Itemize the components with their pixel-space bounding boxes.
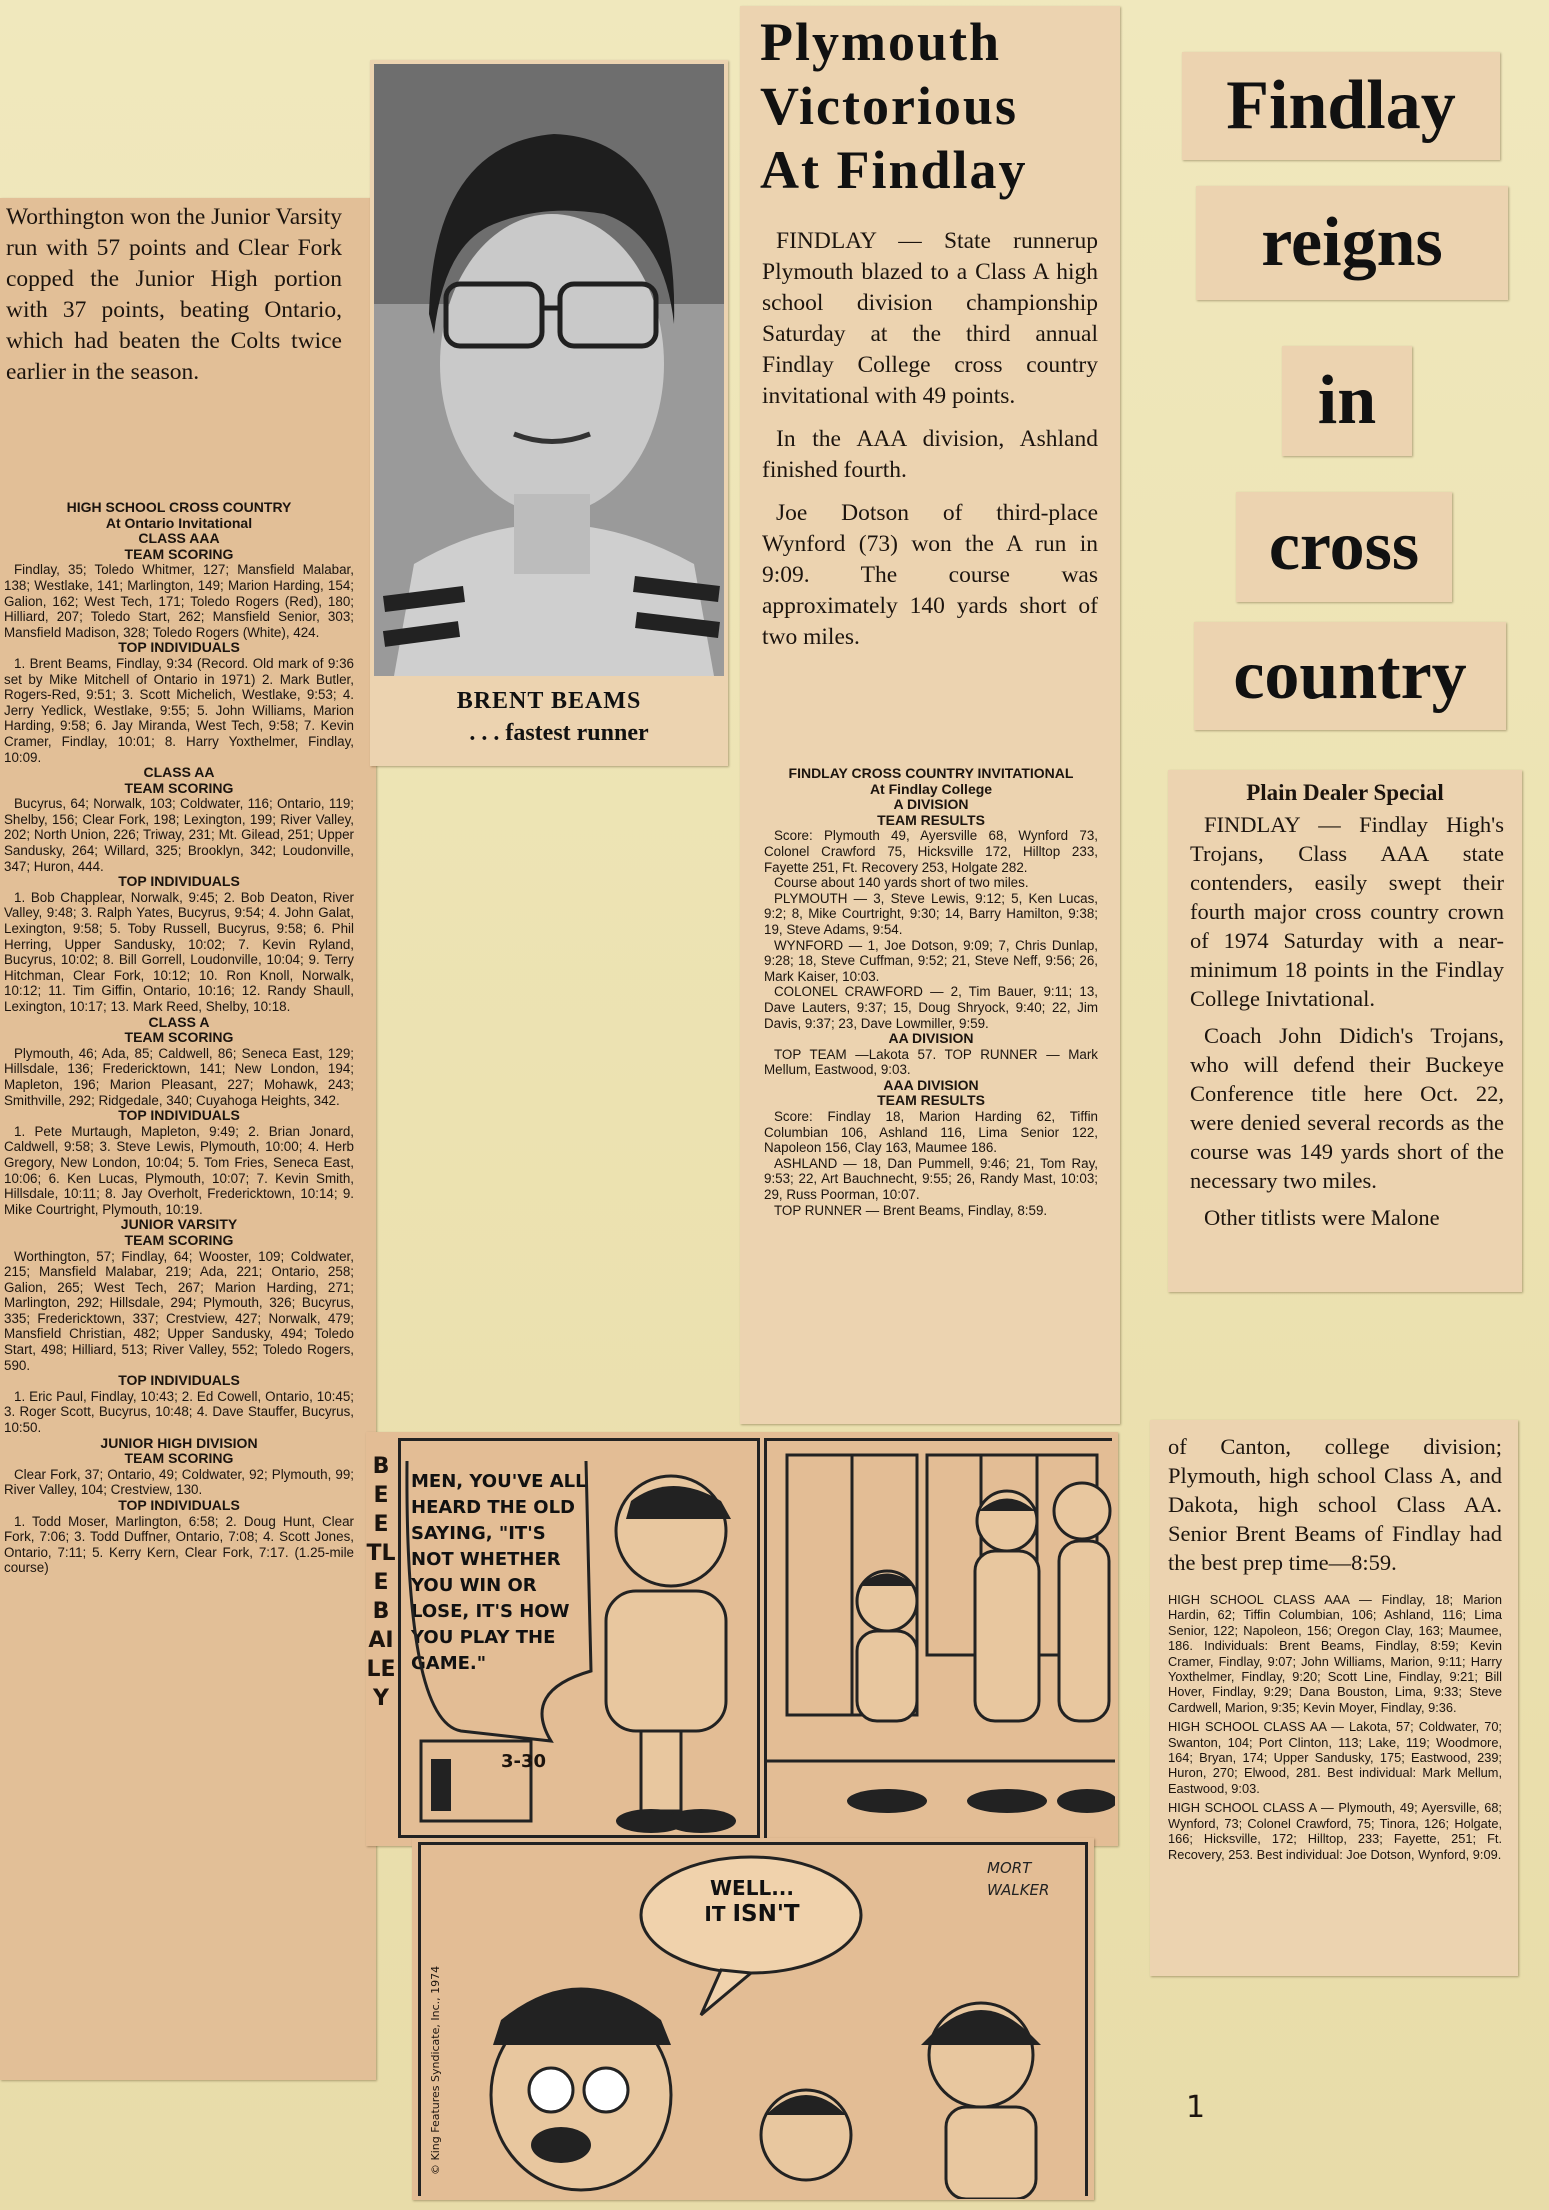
headline-line-2: Victorious [760,76,1018,136]
continued-agate [1168,1592,1502,1862]
photo-caption-sub: . . . fastest runner [469,720,649,746]
results-text: ASHLAND — 18, Dan Pummell, 9:46; 21, Tom Ray, 9:53; 22, Art Bauchnecht, 9:55; 26, Randy Mast, 10:03; 29, Russ Poorman, 10:07. [764,1155,1098,1203]
section-heading: HIGH SCHOOL CROSS COUNTRY At Ontario Invitational CLASS AAA TEAM SCORING [66,499,292,562]
photo-caption-name: BRENT BEAMS [456,688,642,714]
plymouth-body [762,226,1098,657]
findlay-reigns-continued-clipping [1150,1420,1518,1976]
agate-class-aaa: HIGH SCHOOL CLASS AAA — Findlay, 18; Marion Hardin, 62; Tiffin Columbian, 106; Ashland, 116; Lima Senior, 122; Napoleon, 156; Oregon Clay, 163; Maumee, 186. Individuals: Brent Beams, Findlay, 8:59; Kevin Cramer, Findlay, 9:07; John Williams, Marion, 9:11; Harry Yoxthelmer, Findlay, 9:20; Scott Line, Findlay, 9:21; Bill Hover, Findlay, 9:29; Dana Bouston, Lima, 9:33; Steve Cardwell, Marion, 9:35; Kevin Moyer, Findlay, 9:36. [1168,1592,1502,1715]
runner-photo [374,64,724,676]
panel-3 [418,1842,1088,2196]
findlay-reigns-story-clipping [1168,770,1522,1292]
headline-word-in: in [1282,346,1412,456]
section-heading: TOP INDIVIDUALS [118,639,240,656]
results-text: Clear Fork, 37; Ontario, 49; Coldwater, 92; Plymouth, 99; River Valley, 104; Crestview, 130. [4,1466,354,1498]
reigns-paragraph-3: Other titlists were Malone [1204,1205,1440,1230]
plymouth-results-listing [764,766,1098,1218]
section-heading: CLASS AA TEAM SCORING [124,764,234,796]
results-text: 1. Todd Moser, Marlington, 6:58; 2. Doug Hunt, Clear Fork, 7:06; 3. Todd Duffner, Ontario, 7:08; 4. Scott Jones, Ontario, 7:11; 5. Kerry Kern, Clear Fork, 7:17. (1.25-mile course) [4,1513,354,1576]
results-text: Plymouth, 46; Ada, 85; Caldwell, 86; Seneca East, 129; Hillsdale, 136; Fredericktown, 141; New London, 194; Mapleton, 196; Marion Pleasant, 227; Mohawk, 243; Smithville, 292; Ridgedale, 340; Cuyahoga Heights, 342. [4,1045,354,1108]
plymouth-headline [760,10,1110,202]
results-text: Course about 140 yards short of two miles. [774,875,1029,891]
continued-text: of Canton, college division; Plymouth, high school Class A, and Dakota, high school Class AA. Senior Brent Beams of Findlay had the best prep time—8:59. [1168,1434,1502,1575]
results-text: Worthington, 57; Findlay, 64; Wooster, 109; Coldwater, 215; Mansfield Malabar, 219; Ada, 221; Ontario, 258; Galion, 265; West Tech, 267; Marion Harding, 271; Marlington, 292; Hillsdale, 294; Plymouth, 326; Bucyrus, 335; Fredericktown, 337; Crestview, 427; Norwalk, 479; Mansfield Christian, 482; Upper Sandusky, 494; Toledo Start, 498; Hilliard, 513; River Valley, 552; Toledo Rogers, 590. [4,1248,354,1373]
section-heading: CLASS A TEAM SCORING [124,1013,234,1046]
headline-line-3: At Findlay [760,140,1028,200]
results-text: Score: Findlay 18, Marion Harding 62, Tiffin Columbian 106, Ashland 116, Lima Senior 122, Napoleon 156, Clay 163, Maumee 186. [764,1109,1098,1156]
copyright-notice: © King Features Syndicate, Inc., 1974 [429,1965,442,2175]
headline-word-country: country [1194,622,1506,730]
strip-title: BEETLE BAILEY [366,1454,396,1711]
headline-word-findlay: Findlay [1182,52,1500,160]
beetle-bailey-comic [366,1432,1118,1846]
byline: Plain Dealer Special [1246,780,1444,805]
runner-portrait-image [374,64,724,676]
speech-bubble-2 [687,1875,817,1927]
section-heading: FINDLAY CROSS COUNTRY INVITATIONAL At Findlay College A DIVISION TEAM RESULTS [788,765,1074,828]
results-text: PLYMOUTH — 3, Steve Lewis, 9:12; 5, Ken Lucas, 9:2; 8, Mike Courtright, 9:30; 14, Barry Hamilton, 9:38; 19, Steve Adams, 9:54. [764,890,1098,937]
section-heading: TOP INDIVIDUALS [118,873,240,890]
headline-line-1: Plymouth [760,12,1002,72]
headline-word-reigns: reigns [1196,186,1508,300]
results-text: 1. Pete Murtaugh, Mapleton, 9:49; 2. Brian Jonard, Caldwell, 9:58; 3. Steve Lewis, Plymouth, 10:00; 4. Herb Gregory, New London, 10:04; 5. Tom Fries, Seneca East, 10:06; 6. Ken Lucas, Plymouth, 10:07; 7. Kevin Smith, Hillsdale, 10:11; 8. Jay Overholt, Fredericktown, 10:14; 9. Mike Courtright, Plymouth, 10:19. [4,1123,354,1217]
plymouth-paragraph-1: FINDLAY — State runnerup Plymouth blazed to a Class A high school division championship Saturday at the third annual Findlay College cross country invitational with 49 points. [762,228,1098,409]
results-text: TOP TEAM —Lakota 57. TOP RUNNER — Mark Mellum, Eastwood, 9:03. [764,1046,1098,1078]
results-text: 1. Eric Paul, Findlay, 10:43; 2. Ed Cowell, Ontario, 10:45; 3. Roger Scott, Bucyrus, 10:48; 4. Dave Stauffer, Bucyrus, 10:50. [4,1388,354,1436]
plymouth-victorious-clipping [740,6,1120,1424]
ontario-invitational-clipping [0,198,376,2080]
lede-paragraph: Worthington won the Junior Varsity run with 57 points and Clear Fork copped the Junior High portion with 37 points, beating Ontario, which had beaten the Colts twice earlier in the season. [6,204,342,385]
section-heading: TOP INDIVIDUALS [118,1107,240,1124]
beetle-bailey-comic-bottom [412,1838,1094,2200]
panel-1 [398,1438,760,1838]
results-text: Bucyrus, 64; Norwalk, 103; Coldwater, 116; Ontario, 119; Shelby, 156; Clear Fork, 198; Lexington, 199; River Valley, 202; North Union, 226; Triway, 231; Mt. Gilead, 251; Upper Sandusky, 264; Willard, 325; Brooklyn, 342; Loudonville, 347; Huron, 444. [4,796,354,874]
speech2-line2: IT ISN'T [704,1901,800,1927]
reigns-paragraph-2: Coach John Didich's Trojans, who will defend their Buckeye Conference title here Oct. 22, were denied several records as the course was 149 yards short of the necessary two miles. [1190,1023,1504,1193]
results-text: COLONEL CRAWFORD — 2, Tim Bauer, 9:11; 13, Dave Lauters, 9:37; 15, Doug Shryock, 9:40; 22, Jim Davis, 9:37; 23, Dave Lowmiller, 9:59. [764,984,1098,1031]
locker-room-drawing [767,1441,1115,1841]
artist-signature: MORT WALKER [987,1859,1050,1899]
findlay-reigns-body [1190,810,1504,1236]
section-heading: JUNIOR VARSITY TEAM SCORING [120,1216,238,1248]
reigns-paragraph-1: FINDLAY — Findlay High's Trojans, Class AAA state contenders, easily swept their fourth major cross country crown of 1974 Saturday with a near-minimum 18 points in the Findlay College Inivtational. [1190,812,1504,1011]
section-heading: JUNIOR HIGH DIVISION TEAM SCORING [100,1434,258,1467]
agate-class-aa: HIGH SCHOOL CLASS AA — Lakota, 57; Coldwater, 70; Swanton, 104; Port Clinton, 113; Lake, 119; Woodmore, 164; Bryan, 174; Upper Sandusky, 175; Eastwood, 239; Huron, 270; Elwood, 281. Best individual: Mark Mellum, Eastwood, 9:03. [1168,1719,1502,1796]
results-text: Findlay, 35; Toledo Whitmer, 127; Mansfield Malabar, 138; Westlake, 141; Marlington, 149; Marion Harding, 154; Galion, 162; West Tech, 171; Toledo Rogers (Red), 180; Hilliard, 207; Toledo Start, 262; Mansfield Senior, 303; Mansfield Madison, 328; Toledo Rogers (White), 424. [4,562,354,640]
agate-class-a: HIGH SCHOOL CLASS A — Plymouth, 49; Ayersville, 68; Wynford, 73; Colonel Crawford, 75; Tinora, 126; Holgate, 166; Hicksville, 172; Hilltop, 233; Fayette, 251; Ft. Recovery, 253. Best individual: Joe Dotson, Wynford, 9:09. [1168,1800,1502,1862]
section-heading: TOP INDIVIDUALS [118,1497,240,1513]
section-heading: AAA DIVISION TEAM RESULTS [877,1076,985,1109]
headline-word-cross: cross [1236,492,1452,602]
speech2-line1: WELL... [709,1876,794,1900]
section-heading: AA DIVISION [888,1030,974,1047]
panel-2 [764,1438,1112,1838]
strip-date: 3-30 [501,1751,547,1772]
results-text: 1. Brent Beams, Findlay, 9:34 (Record. Old mark of 9:36 set by Mike Mitchell of Ontario in 1971) 2. Mark Butler, Rogers-Red, 9:51; 3. Scott Michelich, Westlake, 9:53; 4. Jerry Yedlick, Westlake, 9:55; 5. John Williams, Marion Harding, 9:58; 6. Jay Miranda, West Tech, 9:58; 7. Kevin Cramer, Findlay, 10:01; 8. Harry Yoxthelmer, Findlay, 10:09. [4,655,354,765]
speech-bubble-1: MEN, YOU'VE ALL HEARD THE OLD SAYING, "IT'S NOT WHETHER YOU WIN OR LOSE, IT'S HOW YOU PLAY THE GAME." [411,1471,587,1674]
sergeant-drawing [401,1441,763,1841]
brent-beams-photo-clipping [370,60,728,766]
results-text: WYNFORD — 1, Joe Dotson, 9:09; 7, Chris Dunlap, 9:28; 18, Steve Cuffman, 9:52; 21, Steve Neff, 9:56; 26, Mark Kaiser, 10:03. [764,937,1098,984]
results-text: TOP RUNNER — Brent Beams, Findlay, 8:59. [774,1202,1048,1218]
margin-mark: 1 [1186,2090,1206,2125]
results-text: 1. Bob Chapplear, Norwalk, 9:45; 2. Bob Deaton, River Valley, 9:48; 3. Ralph Yates, Bucyrus, 9:54; 4. John Galat, Lexington, 9:58; 5. Toby Russell, Bucyrus, 9:58; 6. Phil Herring, Upper Sandusky, 10:02; 7. Kevin Ryland, Bucyrus, 10:02; 8. Bill Gorrell, Loudonville, 10:04; 9. Terry Hitchman, Clear Fork, 10:12; 10. Ron Knoll, Norwalk, 10:12; 11. Tim Giffin, Ontario, 10:16; 12. Randy Shaull, Lexington, 10:17; 13. Mark Reed, Shelby, 10:18. [4,889,354,1014]
plymouth-paragraph-2: In the AAA division, Ashland finished fourth. [762,426,1098,483]
section-heading: TOP INDIVIDUALS [118,1372,240,1389]
plymouth-paragraph-3: Joe Dotson of third-place Wynford (73) won the A run in 9:09. The course was approximately 140 yards short of two miles. [762,500,1098,650]
results-text: Score: Plymouth 49, Ayersville 68, Wynford 73, Colonel Crawford 75, Hicksville 172, Hilltop 233, Fayette 251, Ft. Recovery 253, Holgate 282. [764,828,1098,875]
results-listing [4,500,354,1576]
